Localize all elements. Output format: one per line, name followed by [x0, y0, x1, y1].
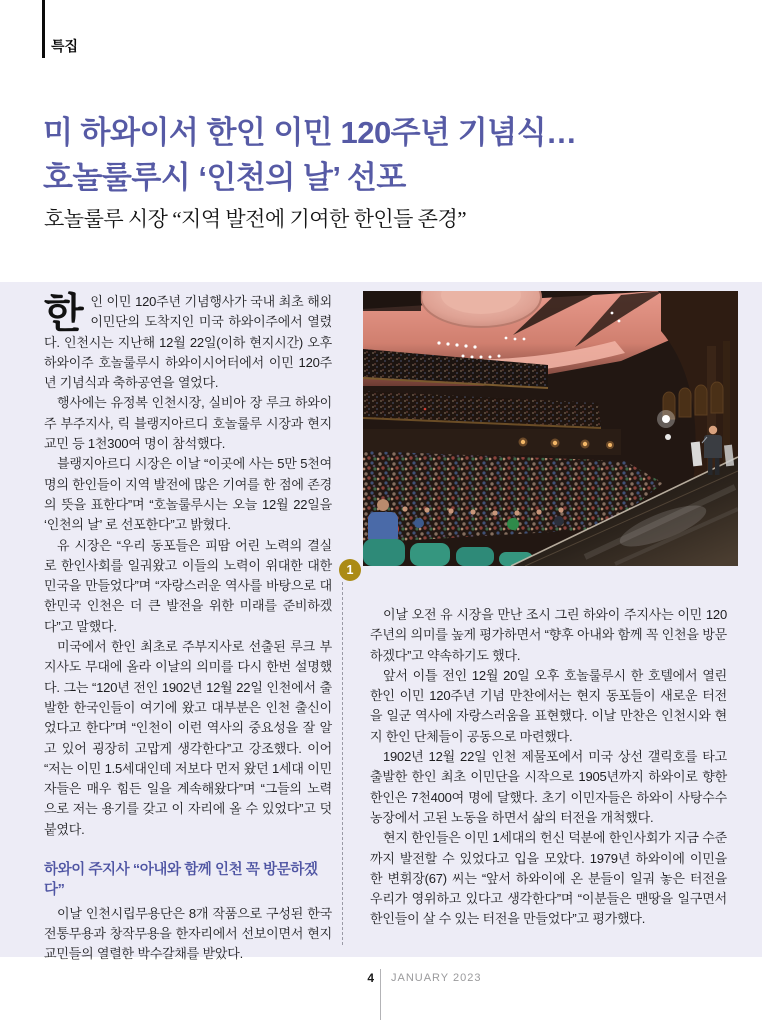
column-divider — [342, 582, 343, 945]
kicker-bar — [42, 0, 45, 58]
kicker-label: 특집 — [51, 38, 79, 54]
lead-paragraph — [44, 292, 332, 393]
footer-divider — [380, 969, 381, 1020]
lead-text: 인 이민 120주년 기념행사가 국내 최초 해외 이민단의 도착지인 미국 하와이주에서 열렸다. 인천시는 지난해 12월 22일(이하 현지시간) 오후 하와이주 호놀룰루시 하와이시어터에서 이민 120주년 기념식과 축하공연을 열었다. — [44, 294, 332, 391]
photo-number-badge: 1 — [339, 559, 361, 581]
footer-issue-label: JANUARY 2023 — [391, 972, 482, 984]
left-closing-paragraphs — [44, 904, 332, 965]
section-subheading: 하와이 주지사 “아내와 함께 인천 꼭 방문하겠다” — [44, 862, 318, 899]
left-column — [44, 292, 332, 965]
drop-cap: 한 — [44, 290, 84, 336]
paragraph: 블랭지아르디 시장은 이날 “이곳에 사는 5만 5천여 명의 한인들이 지역 발전에 많은 기여를 한 점에 존경의 뜻을 표한다”며 “호놀룰루시는 오늘 12월 22일을 ‘인천의 날’ 로 선포한다”고 밝혔다. — [44, 456, 332, 533]
paragraph: 행사에는 유정복 인천시장, 실비아 장 루크 하와이주 부주지사, 릭 블랭지아르디 호놀룰루 시장과 현지 교민 등 1천300여 명이 참석했다. — [44, 395, 332, 452]
paragraph: 앞서 이틀 전인 12월 20일 오후 호놀룰루시 한 호텔에서 열린 한인 이민 120주년 기념 만찬에서는 현지 동포들이 새로운 터전을 일군 역사에 자랑스러움을 표현했다. 이날 만찬은 인천시와 현지 한인 단체들이 공동으로 마련했다. — [370, 667, 727, 744]
event-photo — [363, 291, 738, 566]
paragraph: 유 시장은 “우리 동포들은 피땀 어린 노력의 결실로 한인사회를 일궈왔고 이들의 노력이 위대한 대한민국을 만들었다”며 “자랑스러운 역사를 바탕으로 대한민국 인천은 더 큰 발전을 위한 미래를 준비하겠다”고 말했다. — [44, 537, 332, 634]
left-paragraphs — [44, 393, 332, 840]
page-title — [43, 110, 703, 200]
right-column — [370, 605, 727, 930]
paragraph: 이날 인천시립무용단은 8개 작품으로 구성된 한국 전통무용과 창작무용을 한자리에서 선보이면서 현지 교민들의 열렬한 박수갈채를 받았다. — [44, 905, 332, 962]
footer-page-number: 4 — [367, 971, 374, 985]
paragraph: 미국에서 한인 최초로 주부지사로 선출된 루크 부지사도 무대에 올라 이날의 의미를 다시 한번 설명했다. 그는 “120년 전인 1902년 12월 22일 인천에서 출발한 한국인들이 여기에 왔고 대부분은 인천 출신이었다고 한다”며 “인천이 이런 역사의 중요성을 잘 알고 있어 굉장히 고맙게 생각한다”고 강조했다. 이어 “저는 이민 1.5세대인데 저보다 먼저 왔던 1세대 이민자들은 매우 힘든 일을 계속해왔다”며 “그들의 노력으로 저는 용기를 갖고 이 자리에 올 수 있었다”고 덧붙였다. — [44, 639, 332, 837]
paragraph: 이날 오전 유 시장을 만난 조시 그린 하와이 주지사는 이민 120주년의 의미를 높게 평가하면서 “향후 아내와 함께 꼭 인천을 방문하겠다”고 약속하기도 했다. — [370, 607, 727, 663]
article-body — [0, 282, 762, 962]
theater-photo-illustration — [363, 291, 738, 566]
paragraph: 1902년 12월 22일 인천 제물포에서 미국 상선 갤릭호를 타고 출발한 한인 최초 이민단을 시작으로 1905년까지 하와이로 향한 한인은 7천400여 명에 달했다. 초기 이민자들은 하와이 사탕수수농장에서 고된 노동을 하면서 삶의 터전을 개척했다. — [370, 749, 727, 825]
paragraph: 현지 한인들은 이민 1세대의 헌신 덕분에 한인사회가 지금 수준까지 발전할 수 있었다고 입을 모았다. 1979년 하와이에 이민을 한 변휘장(67) 씨는 “앞서 하와이에 온 분들이 일궈 놓은 터전을 우리가 영위하고 있다고 생각한다”며 “이분들은 맨땅을 일구면서 한인들이 살 수 있는 터전을 만들었다”고 평가했다. — [370, 830, 727, 927]
page-subtitle: 호놀룰루 시장 “지역 발전에 기여한 한인들 존경” — [44, 207, 467, 231]
title-line-1: 미 하와이서 한인 이민 120주년 기념식… — [43, 115, 577, 150]
title-line-2: 호놀룰루시 ‘인천의 날’ 선포 — [43, 160, 406, 195]
